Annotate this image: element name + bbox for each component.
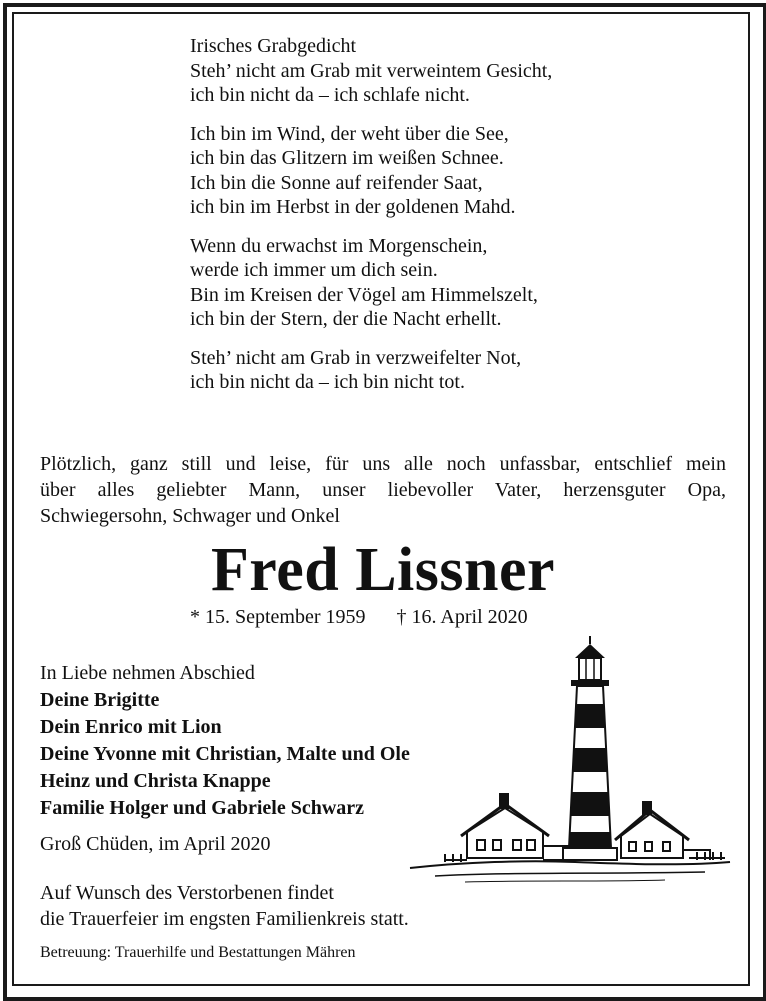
poem-line: ich bin nicht da – ich bin nicht tot. [190,371,465,393]
place-date: Groß Chüden, im April 2020 [40,833,271,855]
poem-title: Irisches Grabgedicht [190,35,357,57]
poem-line: Steh’ nicht am Grab in verzweifelter Not, [190,346,522,369]
poem-stanza [190,122,640,220]
mourners-heading: In Liebe nehmen Abschied [40,662,255,684]
lighthouse-illustration-icon [405,636,735,886]
deceased-name: Fred Lissner [210,536,556,604]
poem [190,34,640,409]
poem-line: Ich bin im Wind, der weht über die See, [190,122,509,145]
poem-stanza [190,34,640,108]
death-date: † 16. April 2020 [396,606,528,628]
mourner-name: Deine Brigitte [40,689,160,711]
mourner-name: Dein Enrico mit Lion [40,716,222,738]
announcement-text [40,451,726,529]
mourner-name: Deine Yvonne mit Christian, Malte und Ole [40,743,410,765]
poem-line: Bin im Kreisen der Vögel am Himmelszelt, [190,283,538,306]
funeral-notice-line: Auf Wunsch des Verstorbenen findet [40,882,334,904]
poem-stanza [190,346,640,395]
poem-stanza [190,234,640,332]
mourner-name: Familie Holger und Gabriele Schwarz [40,797,365,819]
poem-line: Wenn du erwachst im Morgenschein, [190,234,488,257]
mourner-name: Heinz und Christa Knappe [40,770,271,792]
announcement-line: über alles geliebter Mann, unser liebevoller Vater, herzensguter Opa, [40,479,726,501]
announcement-line: Plötzlich, ganz still und leise, für uns alle noch unfassbar, entschlief mein [40,453,726,475]
announcement-line: Schwiegersohn, Schwager und Onkel [40,505,340,527]
poem-line: ich bin der Stern, der die Nacht erhellt. [190,308,502,330]
poem-line: Steh’ nicht am Grab mit verweintem Gesicht, [190,59,553,82]
funeral-notice-line: die Trauerfeier im engsten Familienkreis statt. [40,908,409,930]
poem-line: ich bin im Herbst in der goldenen Mahd. [190,196,516,218]
life-dates [190,606,528,629]
poem-line: ich bin nicht da – ich schlafe nicht. [190,84,470,106]
mourners [40,660,410,822]
undertaker-credit: Betreuung: Trauerhilfe und Bestattungen Mähren [40,944,356,961]
funeral-notice [40,880,409,932]
poem-line: Ich bin die Sonne auf reifender Saat, [190,171,483,194]
birth-date: * 15. September 1959 [190,606,366,628]
poem-line: ich bin das Glitzern im weißen Schnee. [190,147,504,169]
poem-line: werde ich immer um dich sein. [190,259,438,281]
